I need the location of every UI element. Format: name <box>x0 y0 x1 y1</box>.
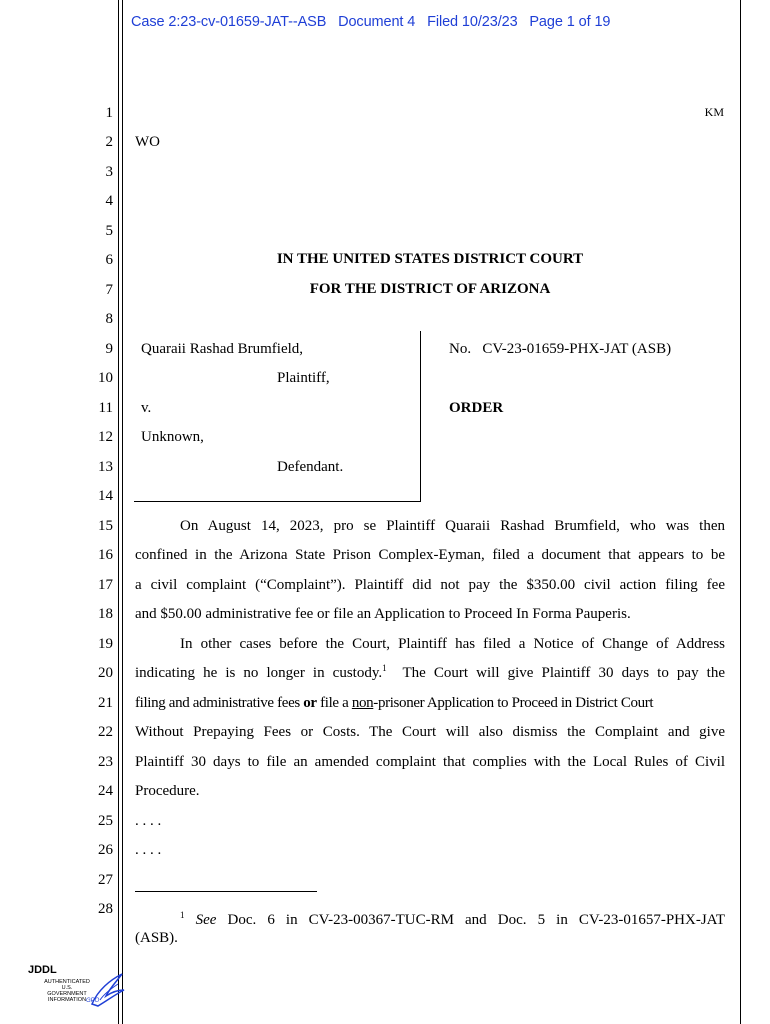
defendant-role: Defendant. <box>277 459 344 475</box>
body-text: a civil complaint (“Complaint”). Plaintiff did not pay the $350.00 civil action filing fee <box>135 577 725 593</box>
order-title: ORDER <box>449 400 504 416</box>
body-line <box>135 723 725 741</box>
auth-line: INFORMATION <box>47 997 87 1003</box>
footnote-line <box>135 911 725 929</box>
court-district: FOR THE DISTRICT OF ARIZONA <box>309 281 551 297</box>
body-line <box>135 664 725 682</box>
body-line <box>135 753 725 771</box>
line-number: 4 <box>105 193 113 209</box>
caption-divider <box>420 331 421 502</box>
defendant-name: Unknown, <box>141 429 204 445</box>
page-indicator: Page 1 of 19 <box>529 14 611 30</box>
gpo-authentication-logo <box>28 962 128 1012</box>
auth-line: U.S. GOVERNMENT <box>47 985 87 997</box>
footnote-rule <box>135 891 317 892</box>
body-line <box>135 694 725 712</box>
plaintiff-role: Plaintiff, <box>277 370 330 386</box>
body-line <box>135 782 725 800</box>
logo-jddl: JDDL <box>28 964 57 976</box>
line-number: 20 <box>98 665 113 681</box>
body-line <box>135 546 725 564</box>
footnote-ref[interactable]: 1 <box>382 663 387 673</box>
line-number: 26 <box>98 842 113 858</box>
court-name: IN THE UNITED STATES DISTRICT COURT <box>276 251 584 267</box>
line-number: 22 <box>98 724 113 740</box>
line-number: 9 <box>105 341 113 357</box>
line-number: 3 <box>105 164 113 180</box>
case-number: Case 2:23-cv-01659-JAT--ASB <box>131 14 327 30</box>
body-line <box>135 576 725 594</box>
caption-underline <box>134 501 421 502</box>
body-text: The Court will give Plaintiff 30 days to pay the <box>386 665 725 681</box>
line-number: 17 <box>98 577 113 593</box>
initials-mark: KM <box>704 105 724 119</box>
logo-auth-text <box>42 979 92 1003</box>
line-number: 11 <box>98 400 113 416</box>
eagle-icon <box>88 970 128 1010</box>
footnote-signal: See <box>195 912 217 928</box>
line-number: 7 <box>105 282 113 298</box>
body-text: filing and administrative fees <box>135 695 304 711</box>
line-number: 13 <box>98 459 113 475</box>
emphasis-or: or <box>303 695 317 711</box>
body-text: Plaintiff 30 days to file an amended complaint that complies with the Local Rules of Civil <box>135 754 725 770</box>
body-text: file a <box>316 695 352 711</box>
line-number: 8 <box>105 311 113 327</box>
line-number: 14 <box>98 488 113 504</box>
footnote <box>135 911 725 947</box>
margin-rule-right <box>740 0 741 1024</box>
body-text: Procedure. <box>135 783 200 799</box>
ellipsis: . . . . <box>135 842 162 858</box>
body-text: -prisoner Application to Proceed in District Court <box>373 695 654 711</box>
footnote-number: 1 <box>180 910 185 920</box>
case-no: No. CV-23-01659-PHX-JAT (ASB) <box>449 341 672 357</box>
body-line-with-footnote <box>135 664 725 682</box>
line-number: 10 <box>98 370 113 386</box>
wo-mark: WO <box>135 134 160 150</box>
body-text: indicating he is no longer in custody. <box>135 665 383 681</box>
margin-rule-left <box>118 0 119 1024</box>
versus: v. <box>141 400 152 416</box>
body-line <box>180 517 725 535</box>
line-number: 6 <box>105 252 113 268</box>
footnote-text-cont: (ASB). <box>135 930 178 946</box>
line-number: 1 <box>105 105 113 121</box>
footnote-text: Doc. 6 in CV-23-00367-TUC-RM and Doc. 5 in CV-23-01657-PHX-JAT <box>216 912 726 928</box>
body-text: Without Prepaying Fees or Costs. The Court will also dismiss the Complaint and give <box>135 724 725 740</box>
logo-gpo: GPO <box>86 998 100 1004</box>
body-text: and $50.00 administrative fee or file an Application to Proceed In Forma Pauperis. <box>135 606 631 622</box>
auth-line: AUTHENTICATED <box>44 979 90 985</box>
margin-rule-left-inner <box>122 0 123 1024</box>
body-line <box>135 605 725 623</box>
line-number: 16 <box>98 547 113 563</box>
line-number: 23 <box>98 754 113 770</box>
body-text: On August 14, 2023, pro se Plaintiff Quaraii Rashad Brumfield, who was then <box>180 518 725 534</box>
line-number: 2 <box>105 134 113 150</box>
line-number: 25 <box>98 813 113 829</box>
line-number: 18 <box>98 606 113 622</box>
line-number: 28 <box>98 901 113 917</box>
case-header <box>131 14 610 30</box>
ellipsis: . . . . <box>135 813 162 829</box>
line-number: 5 <box>105 223 113 239</box>
emphasis-non: non <box>351 695 374 711</box>
body-text: confined in the Arizona State Prison Complex-Eyman, filed a document that appears to be <box>135 547 725 563</box>
plaintiff-name: Quaraii Rashad Brumfield, <box>141 341 304 357</box>
filed-date: Filed 10/23/23 <box>427 14 518 30</box>
body-line <box>180 635 725 653</box>
document-number: Document 4 <box>338 14 416 30</box>
line-number: 12 <box>98 429 113 445</box>
line-number: 15 <box>98 518 113 534</box>
line-number: 24 <box>98 783 113 799</box>
line-number: 27 <box>98 872 113 888</box>
body-text: In other cases before the Court, Plaintiff has filed a Notice of Change of Address <box>180 636 725 652</box>
line-number: 21 <box>98 695 113 711</box>
line-number: 19 <box>98 636 113 652</box>
